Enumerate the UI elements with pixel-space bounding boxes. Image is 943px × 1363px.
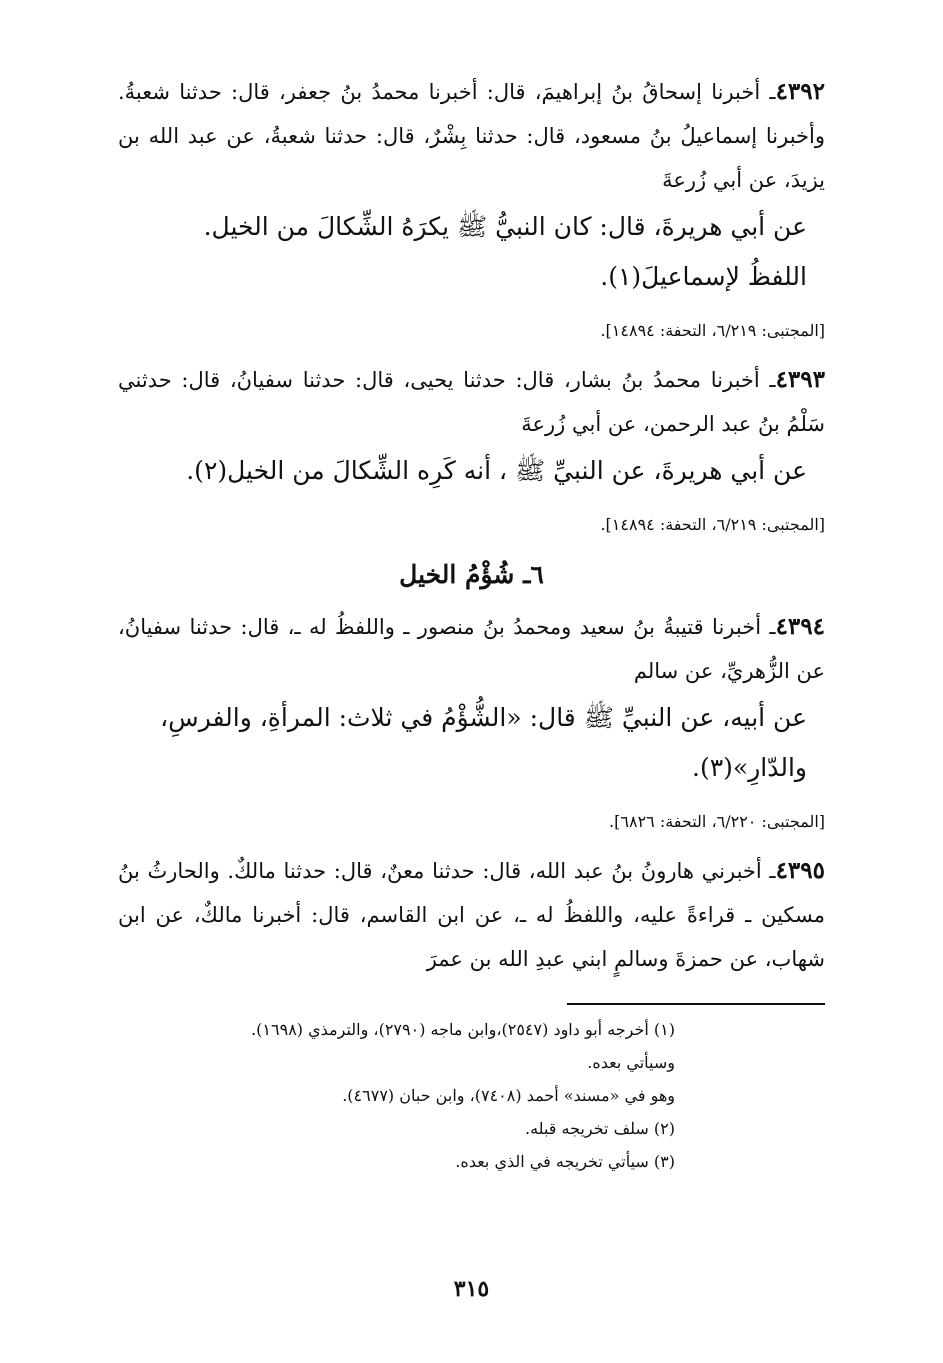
hadith-isnad: ٤٣٩٣ـ أخبرنا محمدُ بنُ بشار، قال: حدثنا يحيى، قال: حدثنا سفيانُ، قال: حدثني سَلْمُ بنُ عبد الرحمن، عن أبي زُرعةَ — [118, 366, 825, 436]
hadith-isnad: ٤٣٩٥ـ أخبرني هارونُ بنُ عبد الله، قال: حدثنا معنٌ، قال: حدثنا مالكٌ. والحارثُ بنُ مسكين ـ قراءةً عليه، واللفظُ له ـ، عن ابن القاسم، قال: أخبرنا مالكٌ، عن ابن شهاب، عن حمزةَ وسالمٍ ابني عبدِ الله بن عمرَ — [118, 857, 825, 971]
page-number: ٣١٥ — [453, 1276, 490, 1302]
hadith-matn: عن أبي هريرةَ، عن النبيِّ ﷺ ، أنه كَرِه الشِّكالَ من الخيل(٢). — [186, 456, 807, 485]
hadith-matn-note: اللفظُ لإسماعيلَ(١). — [600, 262, 807, 291]
hadith-number: ٤٣٩٣ — [775, 366, 825, 393]
hadith-reference: [المجتبى: ٦/٢١٩، التحفة: ١٤٨٩٤]. — [600, 515, 825, 534]
footnote-1: (١) أخرجه أبو داود (٢٥٤٧)،وابن ماجه (٢٧٩٠)، والترمذي (١٦٩٨). — [251, 1020, 675, 1039]
hadith-4393 — [118, 358, 825, 540]
footnote-1-continued: وهو في «مسند» أحمد (٧٤٠٨)، وابن حبان (٤٦٧٧). — [342, 1086, 675, 1105]
chapter-title: ٦ـ شُؤْمُ الخيل — [399, 560, 544, 589]
footnote-2: (٢) سلف تخريجه قبله. — [524, 1119, 675, 1138]
hadith-reference: [المجتبى: ٦/٢٢٠، التحفة: ٦٨٢٦]. — [609, 812, 825, 831]
footnote-1-continued: وسيأتي بعده. — [587, 1053, 675, 1072]
hadith-reference: [المجتبى: ٦/٢١٩، التحفة: ١٤٨٩٤]. — [600, 321, 825, 340]
hadith-isnad: ٤٣٩٢ـ أخبرنا إسحاقُ بنُ إبراهيمَ، قال: أخبرنا محمدُ بنُ جعفر، قال: حدثنا شعبةُ. وأخبرنا إسماعيلُ بنُ مسعود، قال: حدثنا بِشْرٌ، قال: حدثنا شعبةُ، عن عبد الله بن يزيدَ، عن أبي زُرعةَ — [118, 78, 825, 192]
hadith-isnad: ٤٣٩٤ـ أخبرنا قتيبةُ بنُ سعيد ومحمدُ بنُ منصور ـ واللفظُ له ـ، قال: حدثنا سفيانُ، عن الزُّهريِّ، عن سالم — [118, 613, 825, 683]
footnote-divider — [567, 1003, 825, 1005]
hadith-4392 — [118, 70, 825, 346]
hadith-4395 — [118, 849, 825, 981]
hadith-number: ٤٣٩٥ — [775, 857, 825, 884]
hadith-number: ٤٣٩٤ — [775, 613, 825, 640]
hadith-4394 — [118, 605, 825, 837]
footnote-3: (٣) سيأتي تخريجه في الذي بعده. — [455, 1152, 675, 1171]
hadith-matn: عن أبيه، عن النبيِّ ﷺ قال: «الشُّؤْمُ في ثلاث: المرأةِ، والفرسِ، والدّارِ»(٣). — [160, 703, 807, 782]
footnotes — [118, 1013, 825, 1178]
hadith-number: ٤٣٩٢ — [775, 78, 825, 105]
hadith-matn: عن أبي هريرةَ، قال: كان النبيُّ ﷺ يكرَهُ الشِّكالَ من الخيل. — [203, 212, 807, 241]
